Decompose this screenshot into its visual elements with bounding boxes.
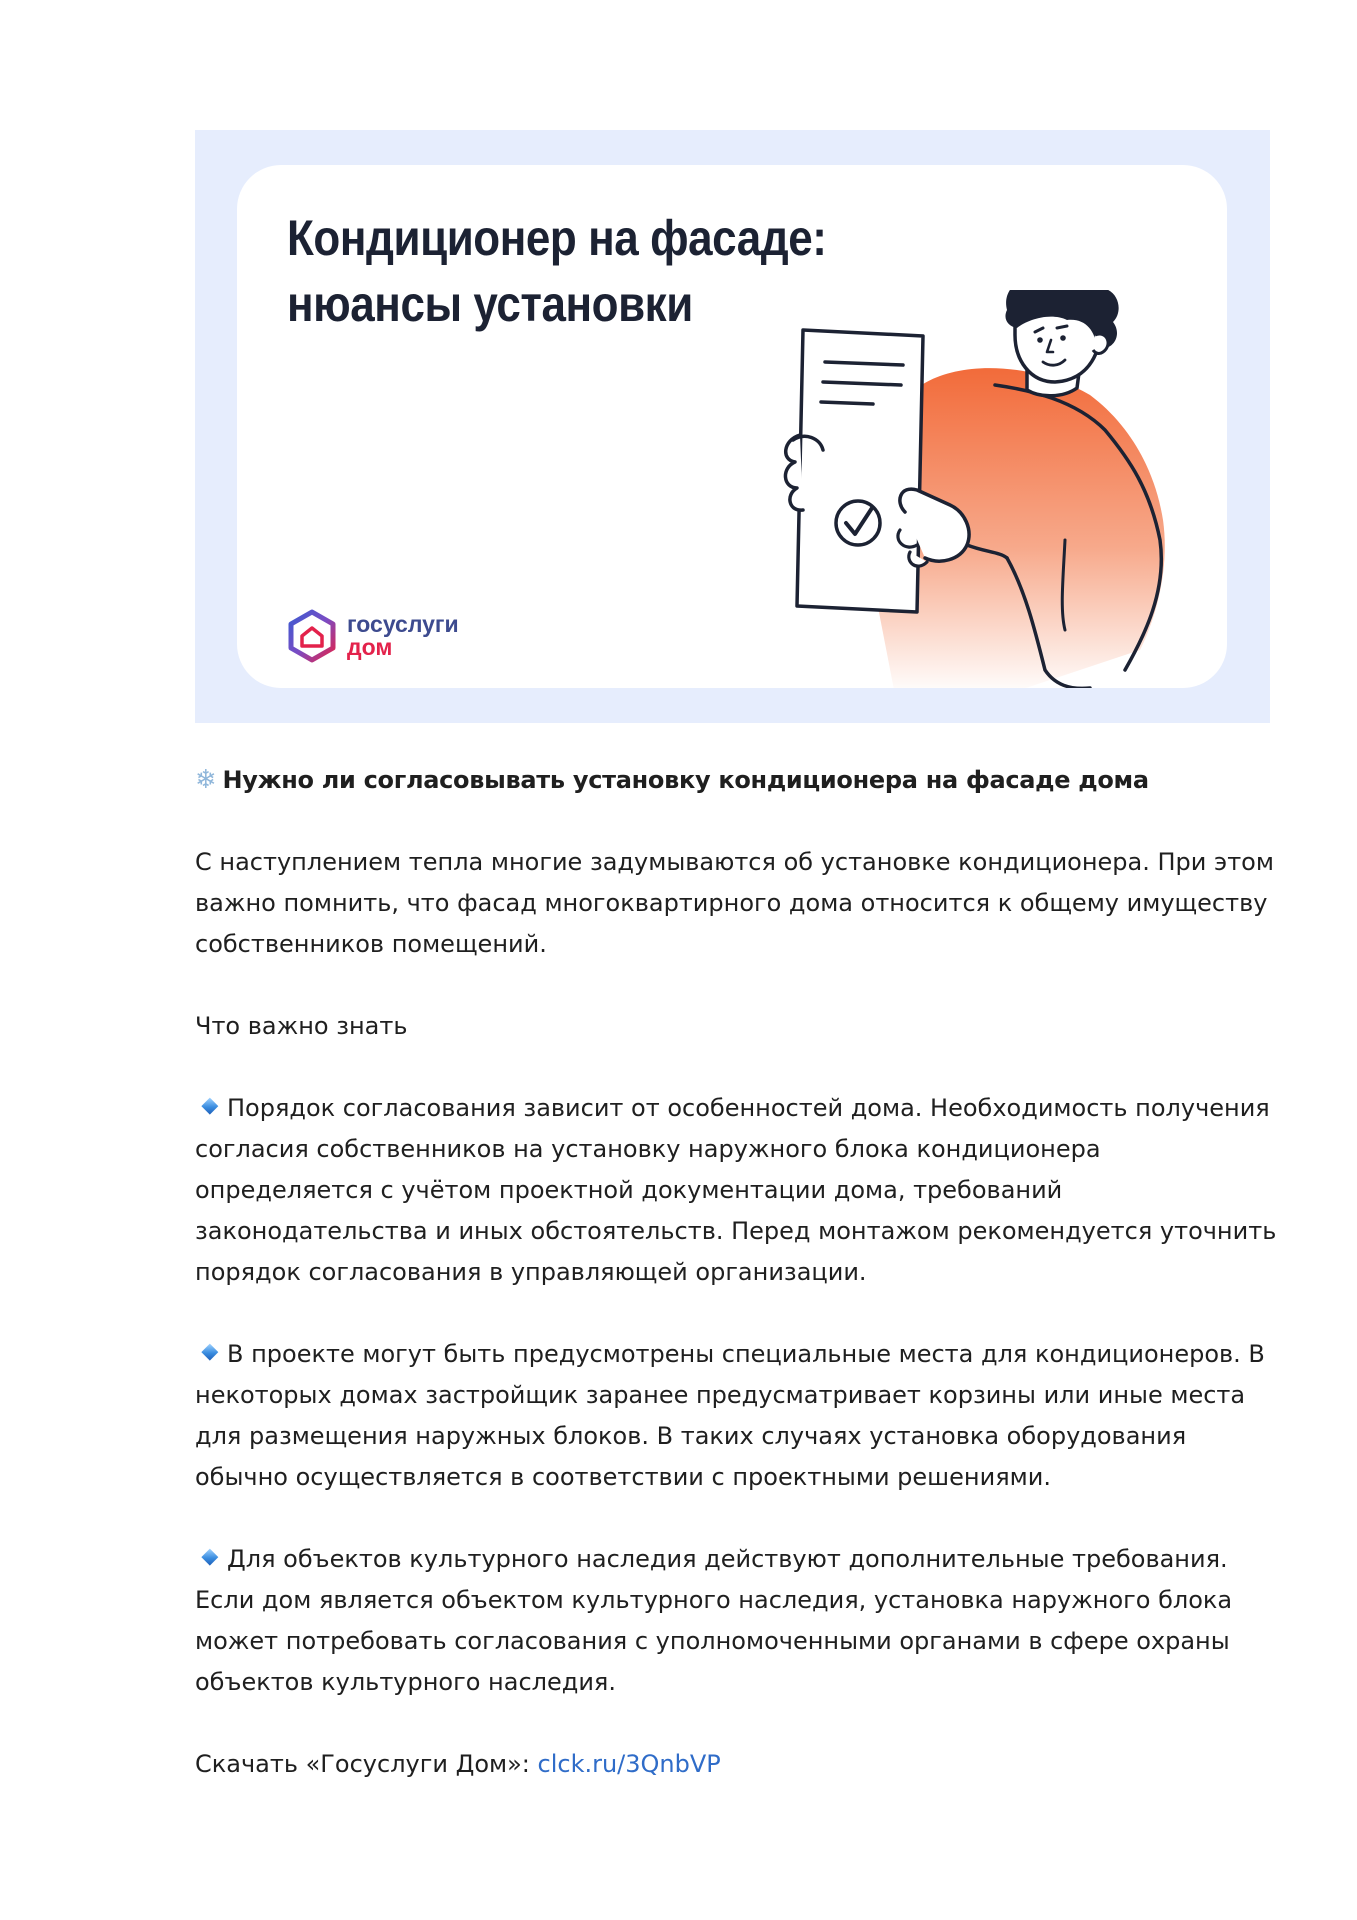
download-line — [195, 1744, 1285, 1785]
logo-text-gosuslugi: госуслуги — [347, 611, 459, 637]
bullet-item — [195, 1088, 1285, 1293]
logo-text-dom: дом — [347, 634, 393, 660]
house-logo-icon — [287, 609, 337, 663]
section-label: Что важно знать — [195, 1012, 408, 1040]
banner-title-line-1: Кондиционер на фасаде: — [287, 210, 827, 266]
blue-diamond-icon — [201, 1549, 218, 1566]
article-heading — [195, 760, 1285, 801]
bullet-item — [195, 1539, 1285, 1703]
bullet-item — [195, 1334, 1285, 1498]
article-intro: С наступлением тепла многие задумываются об установке кондиционера. При этом важно помнить, что фасад многоквартирного дома относится к общему имуществу собственников помещений. — [195, 848, 1274, 958]
article-heading-text: Нужно ли согласовывать установку кондиционера на фасаде дома — [222, 766, 1149, 794]
gosuslugi-dom-logo — [287, 608, 459, 664]
blue-diamond-icon — [201, 1344, 218, 1361]
download-link[interactable]: clck.ru/3QnbVP — [537, 1750, 721, 1778]
logo-text — [347, 613, 459, 659]
banner-title-line-2: нюансы установки — [287, 276, 693, 332]
bullet-text: Для объектов культурного наследия действуют дополнительные требования. Если дом является объектом культурного наследия, установка наружного блока может потребовать согласования с уполномоченными органами в сфере охраны объектов культурного наследия. — [195, 1545, 1233, 1696]
bullet-text: В проекте могут быть предусмотрены специальные места для кондиционеров. В некоторых домах застройщик заранее предусматривает корзины или иные места для размещения наружных блоков. В таких случаях установка оборудования обычно осуществляется в соответствии с проектными решениями. — [195, 1340, 1265, 1491]
article-body — [195, 760, 1285, 1826]
banner-card — [237, 165, 1227, 688]
man-holding-document-illustration — [745, 290, 1185, 688]
bullet-text: Порядок согласования зависит от особенностей дома. Необходимость получения согласия собственников на установку наружного блока кондиционера определяется с учётом проектной документации дома, требований законодательства и иных обстоятельств. Перед монтажом рекомендуется уточнить порядок согласования в управляющей организации. — [195, 1094, 1277, 1286]
hero-banner — [195, 130, 1270, 723]
blue-diamond-icon — [201, 1098, 218, 1115]
snowflake-icon: ❄ — [195, 765, 217, 795]
download-text: Скачать «Госуслуги Дом»: — [195, 1750, 538, 1778]
